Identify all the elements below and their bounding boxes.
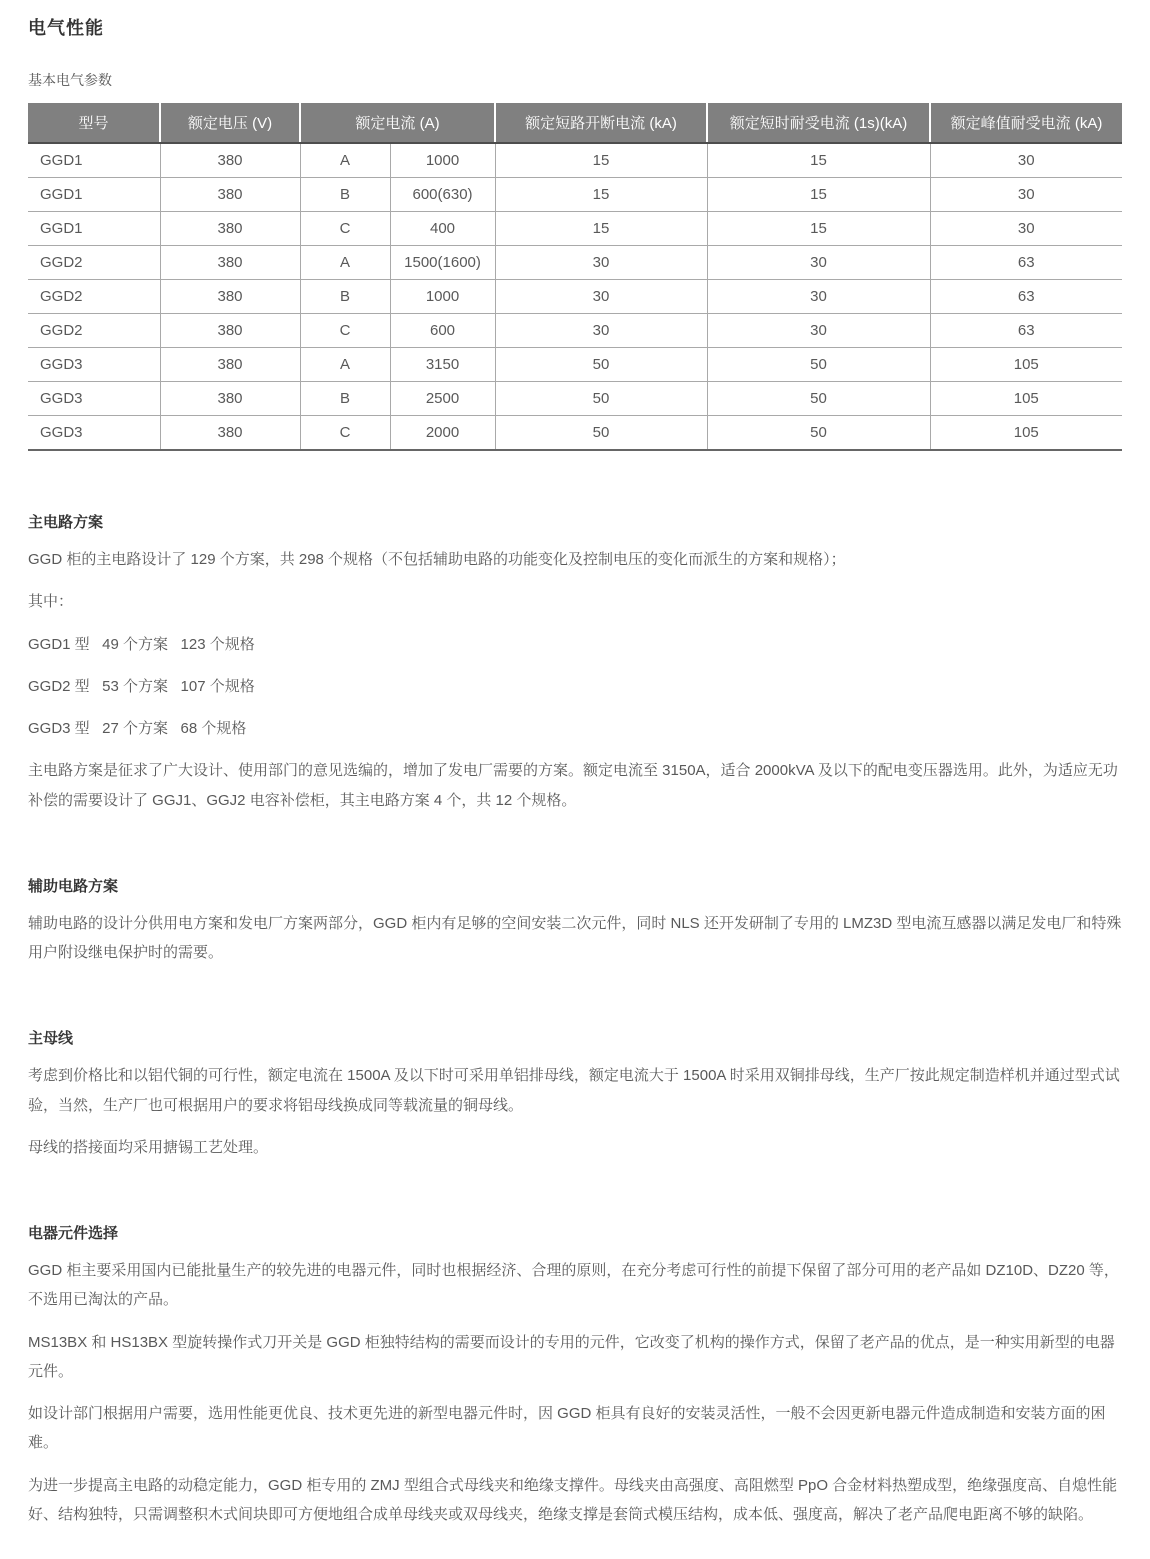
cell-current-class: B [300,382,390,416]
paragraph: GGD3 型 27 个方案 68 个规格 [28,720,247,737]
paragraph: GGD2 型 53 个方案 107 个规格 [28,677,255,695]
header-rated-current: 额定电流 (A) [300,103,495,143]
section-component-selection [28,1222,1122,1529]
cell-voltage: 380 [160,314,300,348]
cell-breaking-current: 30 [495,246,707,280]
cell-current-value: 600(630) [390,178,495,212]
section-main-circuit [28,511,1122,815]
cell-short-time-current: 50 [707,348,930,382]
cell-current-class: A [300,143,390,178]
cell-breaking-current: 15 [495,143,707,178]
cell-breaking-current: 50 [495,416,707,451]
cell-current-value: 600 [390,314,495,348]
cell-short-time-current: 15 [707,212,930,246]
cell-breaking-current: 50 [495,348,707,382]
cell-model: GGD3 [28,348,160,382]
cell-peak-current: 63 [930,314,1122,348]
cell-model: GGD1 [28,178,160,212]
table-row [28,246,1122,280]
paragraph: MS13BX 和 HS13BX 型旋转操作式刀开关是 GGD 柜独特结构的需要而设计的专用的元件，它改变了机构的操作方式，保留了老产品的优点，是一种实用新型的电器元件。 [28,1333,1115,1380]
table-row [28,280,1122,314]
cell-breaking-current: 15 [495,212,707,246]
header-short-time-withstand-current: 额定短时耐受电流 (1s)(kA) [707,103,930,143]
table-row [28,143,1122,178]
cell-current-class: B [300,280,390,314]
cell-current-value: 1000 [390,143,495,178]
table-header [28,103,1122,143]
paragraph: GGD 柜的主电路设计了 129 个方案，共 298 个规格（不包括辅助电路的功能变化及控制电压的变化而派生的方案和规格）； [28,551,846,568]
cell-peak-current: 63 [930,246,1122,280]
cell-short-time-current: 30 [707,246,930,280]
cell-peak-current: 63 [930,280,1122,314]
table-body [28,143,1122,450]
cell-short-time-current: 50 [707,416,930,451]
cell-voltage: 380 [160,212,300,246]
section-auxiliary-circuit [28,875,1122,968]
cell-voltage: 380 [160,280,300,314]
cell-short-time-current: 30 [707,280,930,314]
paragraph: 其中： [28,593,74,611]
cell-model: GGD2 [28,280,160,314]
cell-current-class: B [300,178,390,212]
section-main-busbar [28,1027,1122,1162]
cell-current-value: 3150 [390,348,495,382]
cell-peak-current: 30 [930,143,1122,178]
cell-peak-current: 105 [930,348,1122,382]
paragraph: GGD 柜主要采用国内已能批量生产的较先进的电器元件，同时也根据经济、合理的原则，在充分考虑可行性的前提下保留了部分可用的老产品如 DZ10D、DZ20 等，不选用已淘汰的产品。 [28,1262,1119,1309]
paragraph: 辅助电路的设计分供用电方案和发电厂方案两部分，GGD 柜内有足够的空间安装二次元件，同时 NLS 还开发研制了专用的 LMZ3D 型电流互感器以满足发电厂和特殊用户附设继电保护时的需要。 [28,914,1122,961]
table-row [28,382,1122,416]
cell-peak-current: 105 [930,416,1122,451]
table-row [28,348,1122,382]
header-rated-voltage: 额定电压 (V) [160,103,300,143]
cell-current-class: A [300,348,390,382]
cell-voltage: 380 [160,246,300,280]
cell-current-value: 2500 [390,382,495,416]
cell-short-time-current: 15 [707,143,930,178]
section-heading: 电器元件选择 [28,1225,119,1242]
section-heading: 辅助电路方案 [28,877,119,895]
cell-model: GGD3 [28,382,160,416]
cell-peak-current: 30 [930,212,1122,246]
cell-current-value: 1500(1600) [390,246,495,280]
cell-current-class: C [300,416,390,451]
cell-breaking-current: 15 [495,178,707,212]
cell-model: GGD1 [28,212,160,246]
cell-model: GGD3 [28,416,160,451]
cell-voltage: 380 [160,348,300,382]
cell-model: GGD2 [28,314,160,348]
header-peak-withstand-current: 额定峰值耐受电流 (kA) [930,103,1122,143]
paragraph: 如设计部门根据用户需要，选用性能更优良、技术更先进的新型电器元件时，因 GGD 柜具有良好的安装灵活性，一般不会因更新电器元件造成制造和安装方面的困难。 [28,1405,1106,1452]
cell-breaking-current: 30 [495,314,707,348]
cell-peak-current: 105 [930,382,1122,416]
cell-voltage: 380 [160,382,300,416]
cell-current-value: 2000 [390,416,495,451]
electrical-parameters-table [28,103,1122,451]
section-heading: 主母线 [28,1030,74,1048]
paragraph: 为进一步提高主电路的动稳定能力，GGD 柜专用的 ZMJ 型组合式母线夹和绝缘支撑件。母线夹由高强度、高阻燃型 PpO 合金材料热塑成型，绝缘强度高、自熄性能好、结构独特，只需调整积木式间块即可方便地组合成单母线夹或双母线夹，绝缘支撑是套筒式模压结构，成本低、强度高，解决了老产品爬电距离不够的缺陷。 [28,1476,1118,1523]
header-model: 型号 [28,103,160,143]
page-title: 电气性能 [28,18,104,38]
cell-breaking-current: 50 [495,382,707,416]
cell-voltage: 380 [160,416,300,451]
section-heading: 主电路方案 [28,514,104,531]
paragraph: 考虑到价格比和以铝代铜的可行性，额定电流在 1500A 及以下时可采用单铝排母线，额定电流大于 1500A 时采用双铜排母线，生产厂按此规定制造样机并通过型式试验，当然，生产厂也可根据用户的要求将铝母线换成同等载流量的铜母线。 [28,1067,1120,1114]
cell-voltage: 380 [160,178,300,212]
table-row [28,416,1122,451]
paragraph: GGD1 型 49 个方案 123 个规格 [28,635,255,653]
cell-voltage: 380 [160,143,300,178]
table-row [28,212,1122,246]
table-row [28,178,1122,212]
cell-current-class: A [300,246,390,280]
cell-current-value: 1000 [390,280,495,314]
cell-model: GGD1 [28,143,160,178]
table-caption: 基本电气参数 [28,72,112,88]
cell-peak-current: 30 [930,178,1122,212]
cell-model: GGD2 [28,246,160,280]
cell-current-class: C [300,212,390,246]
table-row [28,314,1122,348]
cell-short-time-current: 50 [707,382,930,416]
header-breaking-current: 额定短路开断电流 (kA) [495,103,707,143]
paragraph: 主电路方案是征求了广大设计、使用部门的意见选编的，增加了发电厂需要的方案。额定电流至 3150A，适合 2000kVA 及以下的配电变压器选用。此外，为适应无功补偿的需要设计了 GGJ1、GGJ2 电容补偿柜，其主电路方案 4 个，共 12 个规格。 [28,762,1118,809]
table-header-row [28,103,1122,143]
paragraph: 母线的搭接面均采用搪锡工艺处理。 [28,1138,269,1156]
cell-breaking-current: 30 [495,280,707,314]
cell-current-value: 400 [390,212,495,246]
cell-short-time-current: 15 [707,178,930,212]
cell-short-time-current: 30 [707,314,930,348]
cell-current-class: C [300,314,390,348]
